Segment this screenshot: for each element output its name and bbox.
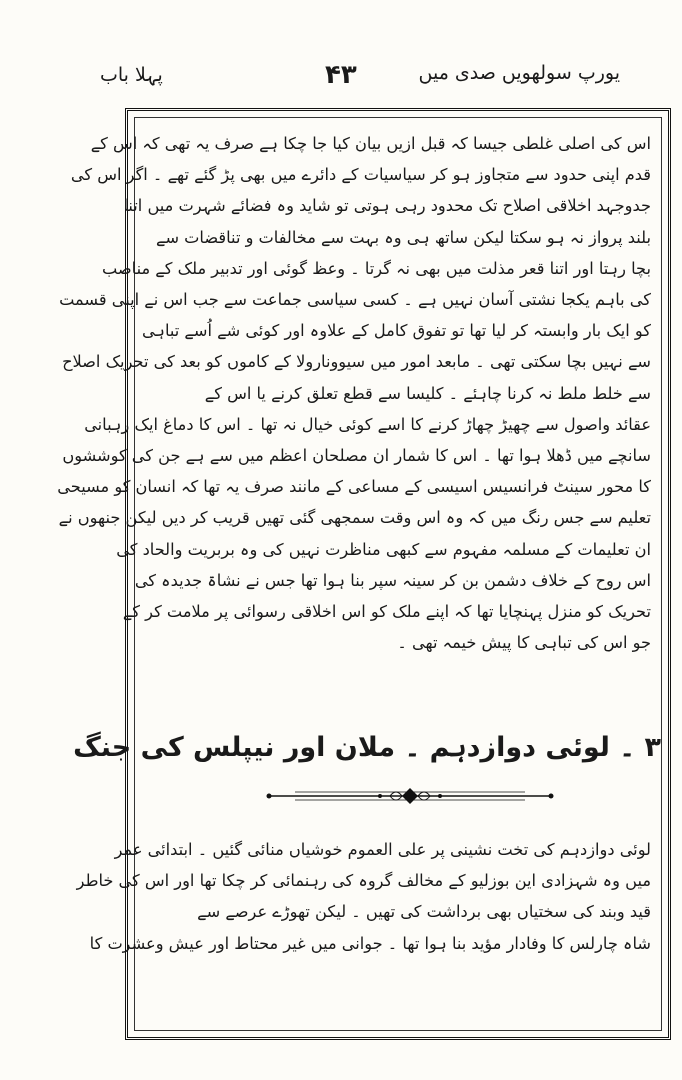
- text-line: لوئی دوازدہم کی تخت نشینی پر علی العموم خوشیاں منائی گئیں ۔ ابتدائی عمر: [114, 840, 651, 859]
- ornamental-divider: [265, 786, 555, 806]
- text-line: تعلیم سے جس رنگ میں کہ وہ اس وقت سمجھی گئی تھیں قریب کر دیں لیکن جنھوں نے: [58, 508, 651, 528]
- text-line: بچا رہتا اور اتنا قعر مذلت میں بھی نہ گرتا ۔ وعظ گوئی اور تدبیر ملک کے مناصب: [102, 258, 651, 278]
- section-heading: ۳ ۔ لوئی دوازدہم ۔ ملان اور نیپلس کی جنگ: [73, 732, 661, 763]
- text-line: عقائد واصول سے چھیڑ چھاڑ کرنے کا اسے کوئی خیال نہ تھا ۔ اس کا دماغ ایک رہبانی: [84, 414, 651, 434]
- text-line: قید وبند کی سختیاں بھی برداشت کی تھیں ۔ لیکن تھوڑے عرصے سے: [197, 902, 651, 922]
- paragraph-2: [76, 834, 661, 959]
- text-line: سے خلط ملط نہ کرنا چاہئے ۔ کلیسا سے قطع تعلق کرنے یا اس کے: [204, 383, 651, 403]
- running-header: [100, 60, 620, 96]
- text-line: سانچے میں ڈھلا ہوا تھا ۔ اس کا شمار ان مصلحان اعظم میں سے ہے جن کی کوششوں: [62, 446, 651, 466]
- text-line: ان تعلیمات کے مسلمہ مفہوم سے کبھی مناظرت نہیں کی وہ بربریت والحاد کی: [116, 539, 651, 559]
- text-line: جدوجہد اخلاقی اصلاح تک محدود رہی ہوتی تو شاید وہ فضائے شہرت میں اتنا: [123, 196, 651, 216]
- frame-inner-border: [57, 117, 662, 1031]
- paragraph-1: [57, 128, 661, 658]
- text-line: جو اس کی تباہی کا پیش خیمہ تھی ۔: [397, 633, 651, 653]
- text-line: قدم اپنی حدود سے متجاوز ہو کر سیاسیات کے دائرے میں بھی پڑ گئے تھے ۔ اگر اس کی: [70, 165, 651, 185]
- text-line: تحریک کو منزل پہنچایا تھا کہ اپنے ملک کو اس اخلاقی رسوائی پر ملامت کر کے: [122, 602, 651, 622]
- text-line: اس روح کے خلاف دشمن بن کر سینہ سپر بنا ہوا تھا جس نے نشاۃ جدیدہ کی: [134, 570, 651, 590]
- text-line: اس کی اصلی غلطی جیسا کہ قبل ازیں بیان کیا جا چکا ہے صرف یہ تھی کہ اس کے: [90, 134, 651, 153]
- chapter-label: پہلا باب: [100, 64, 163, 86]
- text-line: شاہ چارلس کا وفادار مؤید بنا ہوا تھا ۔ جوانی میں غیر محتاط اور عیش وعشرت کا: [89, 933, 651, 953]
- text-line: میں وہ شہزادی این بوزلیو کے مخالف گروہ کی رہنمائی کر چکا تھا اور اس کی خاطر: [76, 871, 651, 891]
- text-line: بلند پرواز نہ ہو سکتا لیکن ساتھ ہی وہ بہت سے مخالفات و تناقضات سے: [155, 227, 651, 247]
- page-number: ۴۳: [325, 60, 357, 90]
- text-line: کی باہم یکجا نشتی آسان نہیں ہے ۔ کسی سیاسی جماعت سے جب اس نے اپنی قسمت: [59, 290, 651, 310]
- text-line: کو ایک بار وابستہ کر لیا تھا تو تفوق کامل کے علاوہ اور کوئی شے اُسے تباہی: [141, 321, 651, 341]
- text-line: کا محور سینٹ فرانسیس اسیسی کے مساعی کے مانند صرف یہ تھا کہ انسان کو مسیحی: [57, 477, 651, 497]
- text-frame: [57, 108, 671, 1040]
- running-title: یورپ سولھویں صدی میں: [418, 62, 620, 84]
- text-line: سے نہیں بچا سکتی تھی ۔ مابعد امور میں سیوونارولا کے کاموں کو بعد کی تحریک اصلاح: [62, 352, 651, 372]
